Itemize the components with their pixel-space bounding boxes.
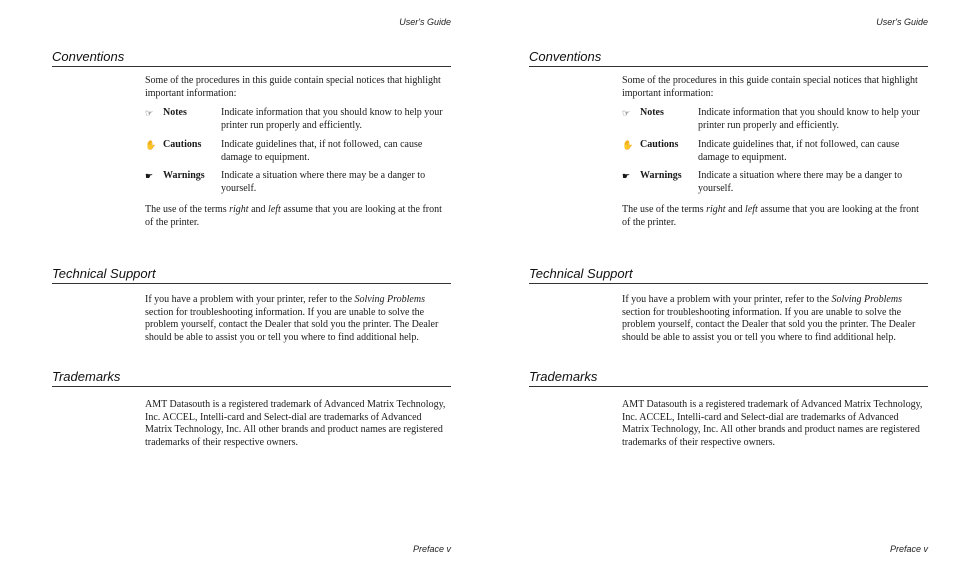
cautions-term: Cautions — [640, 139, 679, 150]
support-paragraph: If you have a problem with your printer, refer to the Solving Problems section for troubleshooting information. If you are unable to solve the problem yourself, contact the Dealer that sold you the printer. The Dealer should be able to assist you or tell you where to find additional help. — [145, 294, 439, 343]
cautions-term: Cautions — [163, 139, 202, 150]
trademarks-heading: Trademarks — [529, 369, 928, 387]
conventions-heading: Conventions — [529, 49, 928, 67]
conventions-heading: Conventions — [52, 49, 451, 67]
right-page — [477, 0, 954, 580]
hand-warning-icon: ☛ — [145, 171, 154, 181]
running-foot: Preface v — [889, 544, 928, 554]
support-heading: Technical Support — [529, 266, 928, 284]
warnings-notice — [145, 170, 451, 195]
pointing-hand-icon: ☞ — [622, 108, 631, 118]
support-paragraph: If you have a problem with your printer, refer to the Solving Problems section for troubleshooting information. If you are unable to solve the problem yourself, contact the Dealer that sold you the printer. The Dealer should be able to assist you or tell you where to find additional help. — [622, 294, 916, 343]
cautions-notice — [622, 139, 928, 164]
terms-paragraph: The use of the terms right and left assume that you are looking at the front of the printer. — [622, 204, 919, 228]
warnings-term: Warnings — [640, 170, 682, 181]
warnings-term: Warnings — [163, 170, 205, 181]
cautions-description: Indicate guidelines that, if not followed, can cause damage to equipment. — [698, 139, 900, 163]
warnings-description: Indicate a situation where there may be a danger to yourself. — [221, 170, 426, 194]
notes-description: Indicate information that you should know to help your printer run properly and efficiently. — [221, 107, 443, 131]
warnings-notice — [622, 170, 928, 195]
support-heading: Technical Support — [52, 266, 451, 284]
notes-term: Notes — [640, 107, 664, 118]
pointing-hand-icon: ☞ — [145, 108, 154, 118]
running-foot: Preface v — [412, 544, 451, 554]
notes-term: Notes — [163, 107, 187, 118]
cautions-notice — [145, 139, 451, 164]
cautions-description: Indicate guidelines that, if not followed, can cause damage to equipment. — [221, 139, 423, 163]
trademarks-paragraph: AMT Datasouth is a registered trademark of Advanced Matrix Technology, Inc. ACCEL, Intelli-card and Select-dial are trademarks of Advanced Matrix Technology, Inc. All other brands and product names are registered trademarks of their respective owners. — [145, 399, 446, 448]
notes-notice — [145, 107, 451, 132]
raised-hand-icon: ✋ — [622, 140, 634, 150]
running-head: User's Guide — [876, 17, 928, 27]
notes-description: Indicate information that you should know to help your printer run properly and efficiently. — [698, 107, 920, 131]
hand-warning-icon: ☛ — [622, 171, 631, 181]
trademarks-heading: Trademarks — [52, 369, 451, 387]
raised-hand-icon: ✋ — [145, 140, 157, 150]
conventions-intro: Some of the procedures in this guide contain special notices that highlight important information: — [145, 75, 441, 99]
running-head: User's Guide — [399, 17, 451, 27]
warnings-description: Indicate a situation where there may be a danger to yourself. — [698, 170, 903, 194]
terms-paragraph: The use of the terms right and left assume that you are looking at the front of the printer. — [145, 204, 442, 228]
trademarks-paragraph: AMT Datasouth is a registered trademark of Advanced Matrix Technology, Inc. ACCEL, Intelli-card and Select-dial are trademarks of Advanced Matrix Technology, Inc. All other brands and product names are registered trademarks of their respective owners. — [622, 399, 923, 448]
conventions-intro: Some of the procedures in this guide contain special notices that highlight important information: — [622, 75, 918, 99]
notes-notice — [622, 107, 928, 132]
